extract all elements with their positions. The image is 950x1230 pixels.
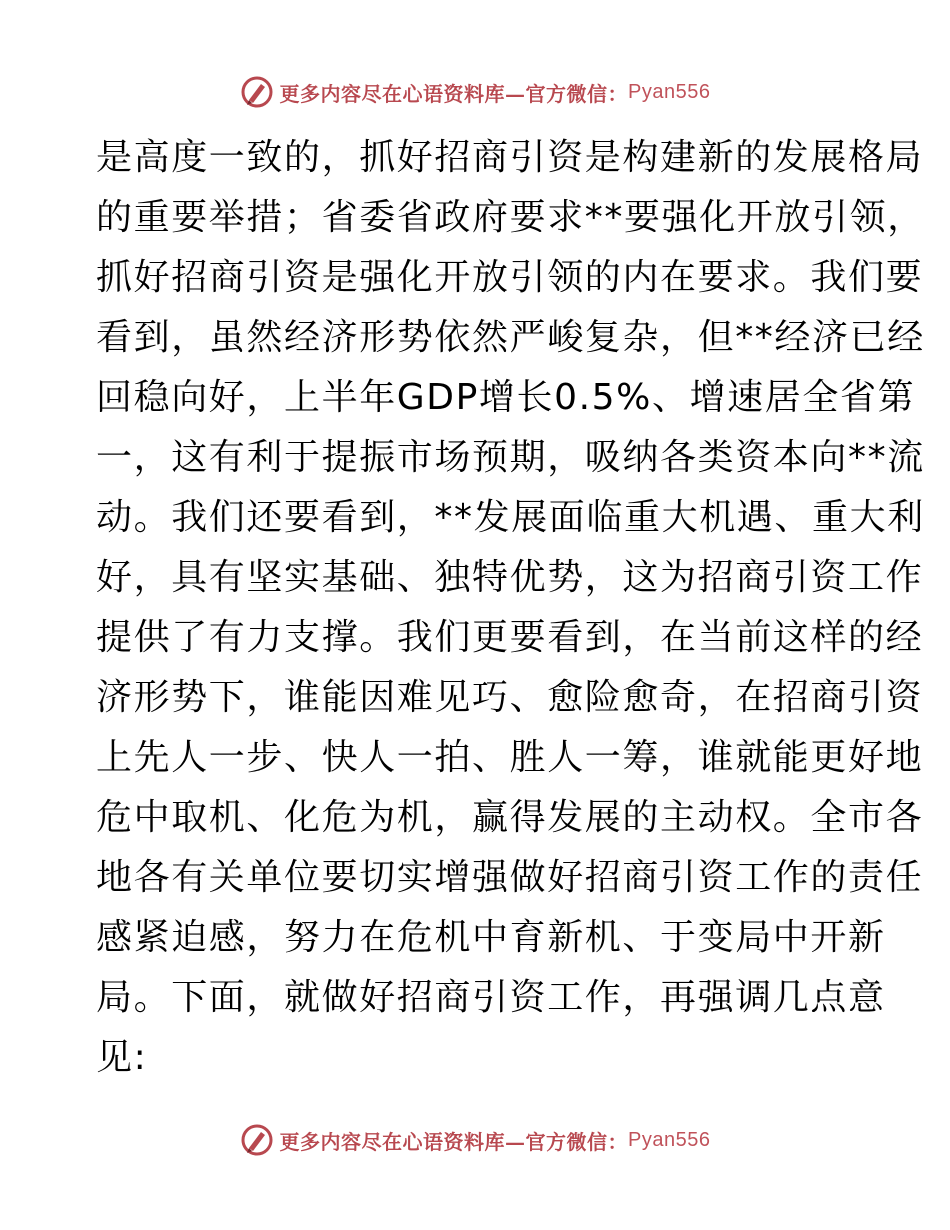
text-line: 回稳向好，上半年GDP增长0.5%、增速居全省第	[96, 377, 916, 418]
body-text	[96, 128, 925, 1088]
text-line: 看到，虽然经济形势依然严峻复杂，但**经济已经	[96, 317, 925, 358]
text-line: 的重要举措；省委省政府要求**要强化开放引领，	[96, 197, 925, 238]
text-line: 抓好招商引资是强化开放引领的内在要求。我们要	[96, 257, 924, 298]
pen-logo-icon	[240, 75, 274, 109]
text-line: 一，这有利于提振市场预期，吸纳各类资本向**流	[96, 437, 925, 478]
footer-watermark	[0, 1120, 950, 1160]
text-line: 局。下面，就做好招商引资工作，再强调几点意	[96, 977, 886, 1018]
text-line: 好，具有坚实基础、独特优势，这为招商引资工作	[96, 557, 924, 598]
text-line: 见:	[96, 1037, 148, 1078]
watermark-text: 更多内容尽在心语资料库—官方微信：	[279, 1129, 629, 1154]
text-line: 提供了有力支撑。我们更要看到，在当前这样的经	[96, 617, 924, 658]
text-line: 上先人一步、快人一拍、胜人一筹，谁就能更好地	[96, 737, 924, 778]
text-line: 是高度一致的，抓好招商引资是构建新的发展格局	[96, 137, 924, 178]
watermark-wechat-id: Pyan556	[628, 80, 711, 103]
text-line: 感紧迫感，努力在危机中育新机、于变局中开新	[96, 917, 886, 958]
watermark-text: 更多内容尽在心语资料库—官方微信：	[279, 81, 629, 106]
watermark-wechat-id: Pyan556	[628, 1128, 711, 1151]
text-line: 动。我们还要看到，**发展面临重大机遇、重大利	[96, 497, 925, 538]
text-line: 危中取机、化危为机，赢得发展的主动权。全市各	[96, 797, 924, 838]
text-line: 地各有关单位要切实增强做好招商引资工作的责任	[96, 857, 924, 898]
header-watermark	[0, 72, 950, 112]
pen-logo-icon	[240, 1123, 274, 1157]
text-line: 济形势下，谁能因难见巧、愈险愈奇，在招商引资	[96, 677, 924, 718]
